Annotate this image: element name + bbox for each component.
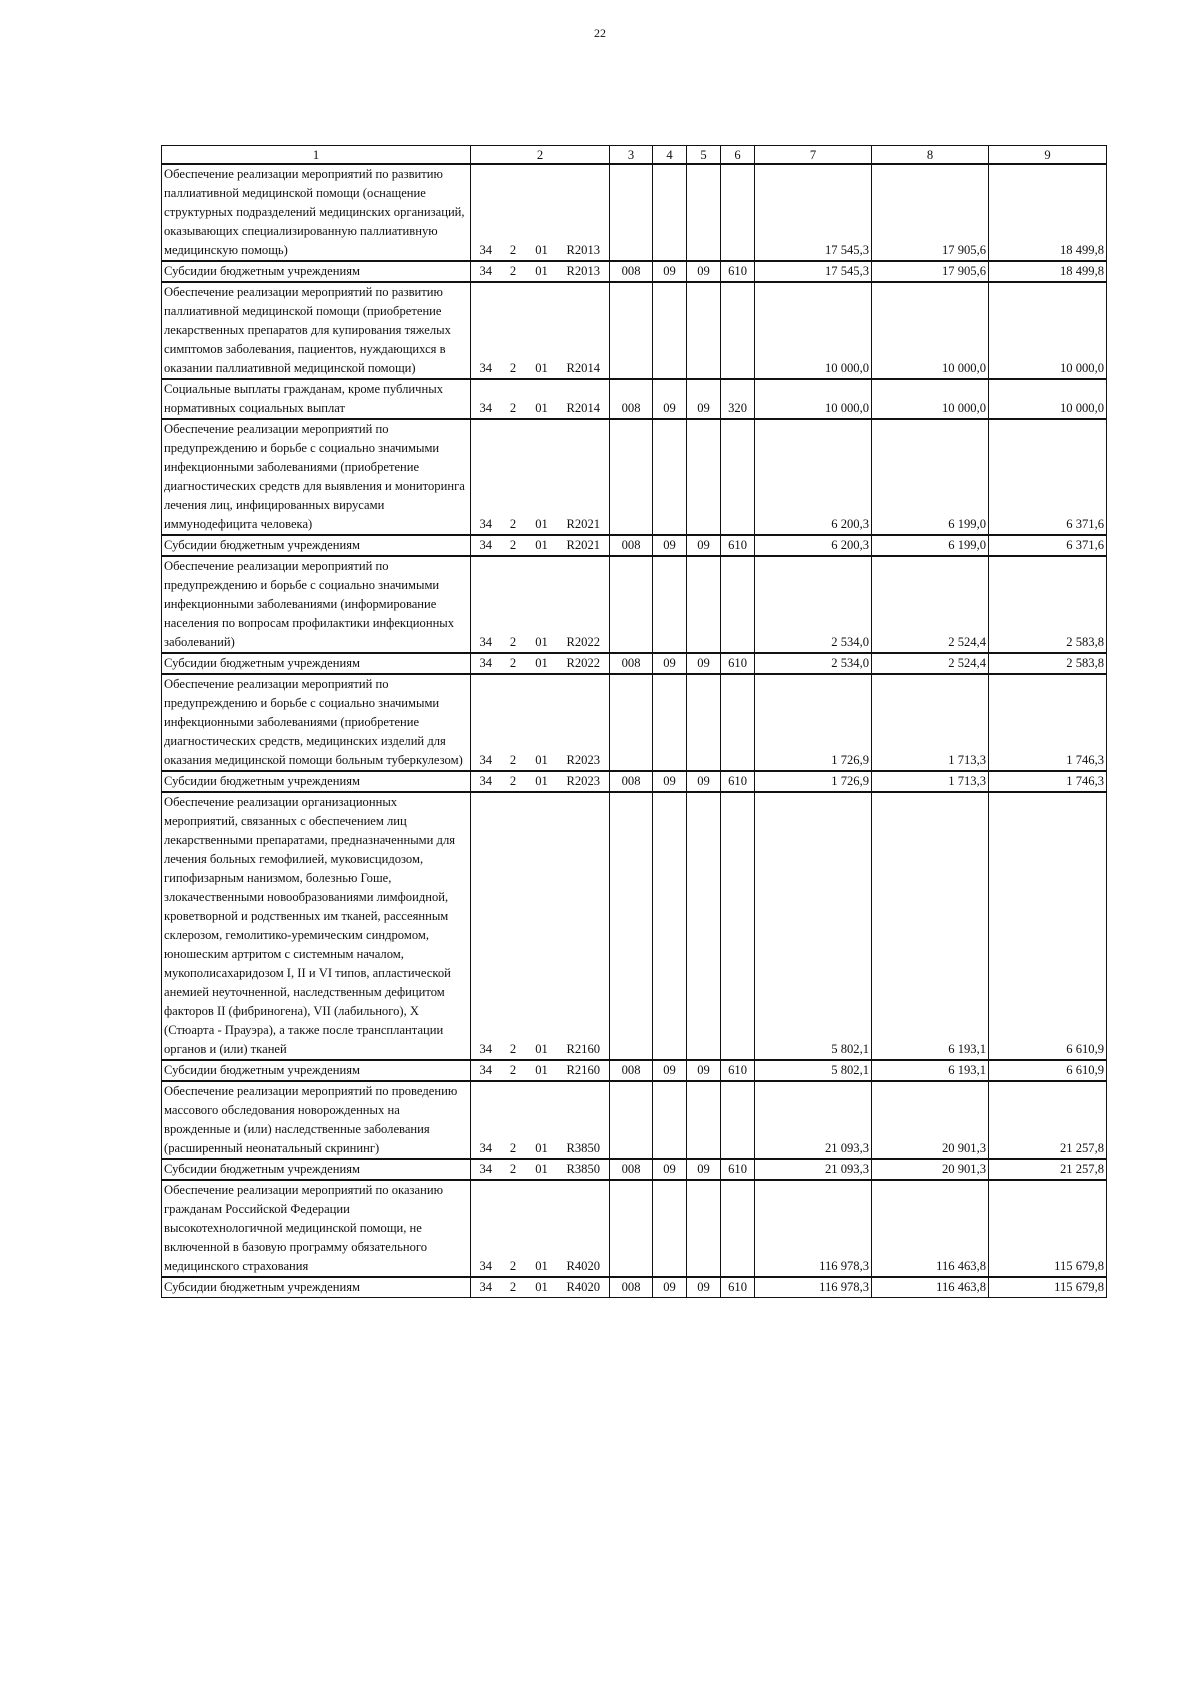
code-ministry: 008 [610, 535, 653, 556]
code-direction: R2013 [558, 261, 610, 282]
table-row [162, 1060, 1107, 1081]
header-cell-8: 8 [872, 146, 989, 165]
code-subsection: 09 [687, 771, 721, 792]
code-ministry: 008 [610, 379, 653, 419]
code-expense-type: 610 [721, 653, 755, 674]
row-name: Обеспечение реализации организационных мероприятий, связанных с обеспечением лиц лекарственными препаратами, предназначенными для лечения больных гемофилией, муковисцидозом, гипофизарным нанизмом, болезнью Гоше, злокачественными новообразованиями лимфоидной, кроветворной и родственных им тканей, рассеянным склерозом, гемолитико-уремическим синдромом, юношеским артритом с системным началом, мукополисахаридозом I, II и VI типов, апластической анемией неуточненной, наследственным дефицитом факторов II (фибриногена), VII (лабильного), X (Стюарта - Прауэра), а также после трансплантации органов и (или) тканей [162, 792, 471, 1060]
amount-year-1: 10 000,0 [755, 282, 872, 379]
table-row [162, 792, 1107, 1060]
code-ministry: 008 [610, 653, 653, 674]
code-direction: R4020 [558, 1180, 610, 1277]
row-name: Обеспечение реализации мероприятий по проведению массового обследования новорожденных на врожденные и (или) наследственные заболевания (расширенный неонатальный скрининг) [162, 1081, 471, 1159]
row-name: Субсидии бюджетным учреждениям [162, 1277, 471, 1298]
header-row [162, 146, 1107, 165]
amount-year-1: 116 978,3 [755, 1277, 872, 1298]
table-row [162, 771, 1107, 792]
code-direction: R2160 [558, 792, 610, 1060]
amount-year-3: 115 679,8 [989, 1277, 1107, 1298]
amount-year-3: 6 610,9 [989, 792, 1107, 1060]
code-subprogram: 2 [501, 792, 526, 1060]
code-subsection [687, 674, 721, 771]
code-program: 34 [471, 653, 501, 674]
code-subprogram: 2 [501, 1081, 526, 1159]
code-ministry [610, 556, 653, 653]
table-row [162, 1081, 1107, 1159]
code-subsection: 09 [687, 1060, 721, 1081]
header-cell-6: 6 [721, 146, 755, 165]
amount-year-1: 6 200,3 [755, 419, 872, 535]
code-program: 34 [471, 282, 501, 379]
code-section [653, 282, 687, 379]
code-program: 34 [471, 419, 501, 535]
amount-year-2: 20 901,3 [872, 1081, 989, 1159]
header-cell-5: 5 [687, 146, 721, 165]
amount-year-1: 10 000,0 [755, 379, 872, 419]
table-row [162, 556, 1107, 653]
code-section: 09 [653, 1159, 687, 1180]
code-subprogram: 2 [501, 653, 526, 674]
amount-year-2: 17 905,6 [872, 164, 989, 261]
code-program: 34 [471, 792, 501, 1060]
code-subsection [687, 556, 721, 653]
code-expense-type [721, 1081, 755, 1159]
amount-year-3: 1 746,3 [989, 771, 1107, 792]
row-name: Обеспечение реализации мероприятий по предупреждению и борьбе с социально значимыми инфекционными заболеваниями (приобретение диагностических средств для выявления и мониторинга лечения лиц, инфицированных вирусами иммунодефицита человека) [162, 419, 471, 535]
code-expense-type [721, 556, 755, 653]
code-expense-type: 320 [721, 379, 755, 419]
code-expense-type [721, 419, 755, 535]
code-subprogram: 2 [501, 1060, 526, 1081]
code-subprogram: 2 [501, 771, 526, 792]
code-subsection: 09 [687, 261, 721, 282]
code-ministry [610, 792, 653, 1060]
code-direction: R2014 [558, 282, 610, 379]
code-subsection: 09 [687, 653, 721, 674]
code-ministry: 008 [610, 1159, 653, 1180]
amount-year-3: 18 499,8 [989, 164, 1107, 261]
code-program: 34 [471, 1081, 501, 1159]
code-main-event: 01 [526, 282, 558, 379]
amount-year-2: 6 199,0 [872, 419, 989, 535]
code-subsection [687, 792, 721, 1060]
code-section: 09 [653, 653, 687, 674]
code-main-event: 01 [526, 419, 558, 535]
code-program: 34 [471, 164, 501, 261]
amount-year-1: 5 802,1 [755, 1060, 872, 1081]
code-direction: R2023 [558, 674, 610, 771]
amount-year-2: 1 713,3 [872, 771, 989, 792]
amount-year-2: 116 463,8 [872, 1277, 989, 1298]
table-row [162, 282, 1107, 379]
code-subprogram: 2 [501, 164, 526, 261]
table-row [162, 1277, 1107, 1298]
table-body [162, 146, 1107, 1298]
header-cell-4: 4 [653, 146, 687, 165]
code-direction: R2014 [558, 379, 610, 419]
code-ministry: 008 [610, 1277, 653, 1298]
code-ministry [610, 419, 653, 535]
amount-year-3: 10 000,0 [989, 282, 1107, 379]
amount-year-3: 21 257,8 [989, 1081, 1107, 1159]
code-section [653, 556, 687, 653]
code-ministry [610, 282, 653, 379]
header-cell-3: 3 [610, 146, 653, 165]
code-expense-type [721, 164, 755, 261]
table-row [162, 419, 1107, 535]
code-expense-type [721, 674, 755, 771]
code-section [653, 1180, 687, 1277]
amount-year-2: 6 199,0 [872, 535, 989, 556]
code-direction: R2160 [558, 1060, 610, 1081]
code-direction: R2022 [558, 556, 610, 653]
code-subsection [687, 282, 721, 379]
code-ministry [610, 1081, 653, 1159]
code-direction: R2022 [558, 653, 610, 674]
row-name: Социальные выплаты гражданам, кроме публичных нормативных социальных выплат [162, 379, 471, 419]
code-direction: R4020 [558, 1277, 610, 1298]
code-subprogram: 2 [501, 674, 526, 771]
code-expense-type [721, 282, 755, 379]
code-program: 34 [471, 674, 501, 771]
code-direction: R2021 [558, 535, 610, 556]
code-program: 34 [471, 1060, 501, 1081]
code-section: 09 [653, 771, 687, 792]
code-section: 09 [653, 1277, 687, 1298]
code-main-event: 01 [526, 261, 558, 282]
row-name: Обеспечение реализации мероприятий по оказанию гражданам Российской Федерации высокотехнологичной медицинской помощи, не включенной в базовую программу обязательного медицинского страхования [162, 1180, 471, 1277]
header-cell-9: 9 [989, 146, 1107, 165]
code-subprogram: 2 [501, 1277, 526, 1298]
amount-year-2: 1 713,3 [872, 674, 989, 771]
amount-year-3: 2 583,8 [989, 556, 1107, 653]
code-main-event: 01 [526, 674, 558, 771]
amount-year-2: 20 901,3 [872, 1159, 989, 1180]
amount-year-3: 2 583,8 [989, 653, 1107, 674]
code-program: 34 [471, 261, 501, 282]
code-expense-type: 610 [721, 771, 755, 792]
table-row [162, 379, 1107, 419]
table-row [162, 1159, 1107, 1180]
table-row [162, 653, 1107, 674]
code-expense-type: 610 [721, 1277, 755, 1298]
code-main-event: 01 [526, 792, 558, 1060]
table-row [162, 164, 1107, 261]
row-name: Субсидии бюджетным учреждениям [162, 1060, 471, 1081]
code-ministry [610, 164, 653, 261]
code-expense-type: 610 [721, 261, 755, 282]
header-cell-1: 1 [162, 146, 471, 165]
code-subprogram: 2 [501, 1159, 526, 1180]
table-row [162, 261, 1107, 282]
amount-year-1: 1 726,9 [755, 771, 872, 792]
code-main-event: 01 [526, 653, 558, 674]
code-main-event: 01 [526, 379, 558, 419]
amount-year-2: 2 524,4 [872, 653, 989, 674]
amount-year-1: 21 093,3 [755, 1081, 872, 1159]
code-subsection [687, 1180, 721, 1277]
code-program: 34 [471, 771, 501, 792]
code-program: 34 [471, 1180, 501, 1277]
code-main-event: 01 [526, 535, 558, 556]
code-ministry: 008 [610, 261, 653, 282]
amount-year-1: 21 093,3 [755, 1159, 872, 1180]
code-program: 34 [471, 1277, 501, 1298]
amount-year-1: 6 200,3 [755, 535, 872, 556]
code-subsection: 09 [687, 1159, 721, 1180]
code-subprogram: 2 [501, 379, 526, 419]
amount-year-3: 115 679,8 [989, 1180, 1107, 1277]
amount-year-1: 2 534,0 [755, 653, 872, 674]
code-expense-type [721, 792, 755, 1060]
code-section [653, 164, 687, 261]
code-ministry [610, 1180, 653, 1277]
code-subprogram: 2 [501, 556, 526, 653]
amount-year-3: 21 257,8 [989, 1159, 1107, 1180]
code-program: 34 [471, 379, 501, 419]
code-ministry: 008 [610, 771, 653, 792]
amount-year-1: 17 545,3 [755, 164, 872, 261]
amount-year-2: 17 905,6 [872, 261, 989, 282]
row-name: Субсидии бюджетным учреждениям [162, 771, 471, 792]
amount-year-3: 6 371,6 [989, 419, 1107, 535]
row-name: Обеспечение реализации мероприятий по предупреждению и борьбе с социально значимыми инфекционными заболеваниями (приобретение диагностических средств, медицинских изделий для оказания медицинской помощи больным туберкулезом) [162, 674, 471, 771]
amount-year-1: 5 802,1 [755, 792, 872, 1060]
code-section [653, 792, 687, 1060]
budget-table [161, 145, 1107, 1298]
code-direction: R2023 [558, 771, 610, 792]
code-main-event: 01 [526, 771, 558, 792]
row-name: Субсидии бюджетным учреждениям [162, 1159, 471, 1180]
code-section: 09 [653, 535, 687, 556]
amount-year-3: 6 610,9 [989, 1060, 1107, 1081]
code-direction: R3850 [558, 1159, 610, 1180]
code-expense-type: 610 [721, 535, 755, 556]
code-expense-type: 610 [721, 1060, 755, 1081]
code-subprogram: 2 [501, 419, 526, 535]
amount-year-2: 10 000,0 [872, 282, 989, 379]
code-section: 09 [653, 261, 687, 282]
code-main-event: 01 [526, 556, 558, 653]
code-section [653, 1081, 687, 1159]
amount-year-2: 116 463,8 [872, 1180, 989, 1277]
amount-year-2: 10 000,0 [872, 379, 989, 419]
amount-year-1: 116 978,3 [755, 1180, 872, 1277]
code-direction: R2021 [558, 419, 610, 535]
code-section: 09 [653, 1060, 687, 1081]
code-main-event: 01 [526, 1180, 558, 1277]
row-name: Обеспечение реализации мероприятий по развитию паллиативной медицинской помощи (приобретение лекарственных препаратов для купирования тяжелых симптомов заболевания, пациентов, нуждающихся в оказании паллиативной медицинской помощи) [162, 282, 471, 379]
code-section: 09 [653, 379, 687, 419]
code-main-event: 01 [526, 1277, 558, 1298]
amount-year-3: 18 499,8 [989, 261, 1107, 282]
code-subprogram: 2 [501, 1180, 526, 1277]
code-subsection [687, 1081, 721, 1159]
code-subprogram: 2 [501, 261, 526, 282]
page-number: 22 [594, 26, 606, 40]
header-cell-2: 2 [471, 146, 610, 165]
amount-year-1: 1 726,9 [755, 674, 872, 771]
row-name: Субсидии бюджетным учреждениям [162, 261, 471, 282]
amount-year-2: 6 193,1 [872, 792, 989, 1060]
table-row [162, 674, 1107, 771]
table-row [162, 1180, 1107, 1277]
code-direction: R2013 [558, 164, 610, 261]
code-main-event: 01 [526, 1060, 558, 1081]
code-section [653, 419, 687, 535]
code-main-event: 01 [526, 1081, 558, 1159]
code-program: 34 [471, 1159, 501, 1180]
amount-year-3: 6 371,6 [989, 535, 1107, 556]
code-main-event: 01 [526, 1159, 558, 1180]
row-name: Субсидии бюджетным учреждениям [162, 653, 471, 674]
code-main-event: 01 [526, 164, 558, 261]
code-subsection: 09 [687, 535, 721, 556]
code-subprogram: 2 [501, 282, 526, 379]
code-subsection: 09 [687, 1277, 721, 1298]
code-subsection [687, 419, 721, 535]
amount-year-2: 2 524,4 [872, 556, 989, 653]
header-cell-7: 7 [755, 146, 872, 165]
table-row [162, 535, 1107, 556]
code-expense-type [721, 1180, 755, 1277]
code-direction: R3850 [558, 1081, 610, 1159]
code-subprogram: 2 [501, 535, 526, 556]
amount-year-1: 2 534,0 [755, 556, 872, 653]
amount-year-1: 17 545,3 [755, 261, 872, 282]
code-section [653, 674, 687, 771]
amount-year-3: 1 746,3 [989, 674, 1107, 771]
code-program: 34 [471, 556, 501, 653]
code-expense-type: 610 [721, 1159, 755, 1180]
row-name: Обеспечение реализации мероприятий по предупреждению и борьбе с социально значимыми инфекционными заболеваниями (информирование населения по вопросам профилактики инфекционных заболеваний) [162, 556, 471, 653]
amount-year-3: 10 000,0 [989, 379, 1107, 419]
amount-year-2: 6 193,1 [872, 1060, 989, 1081]
code-program: 34 [471, 535, 501, 556]
code-subsection [687, 164, 721, 261]
code-ministry: 008 [610, 1060, 653, 1081]
row-name: Субсидии бюджетным учреждениям [162, 535, 471, 556]
code-ministry [610, 674, 653, 771]
code-subsection: 09 [687, 379, 721, 419]
row-name: Обеспечение реализации мероприятий по развитию паллиативной медицинской помощи (оснащение структурных подразделений медицинских организаций, оказывающих специализированную паллиативную медицинскую помощь) [162, 164, 471, 261]
